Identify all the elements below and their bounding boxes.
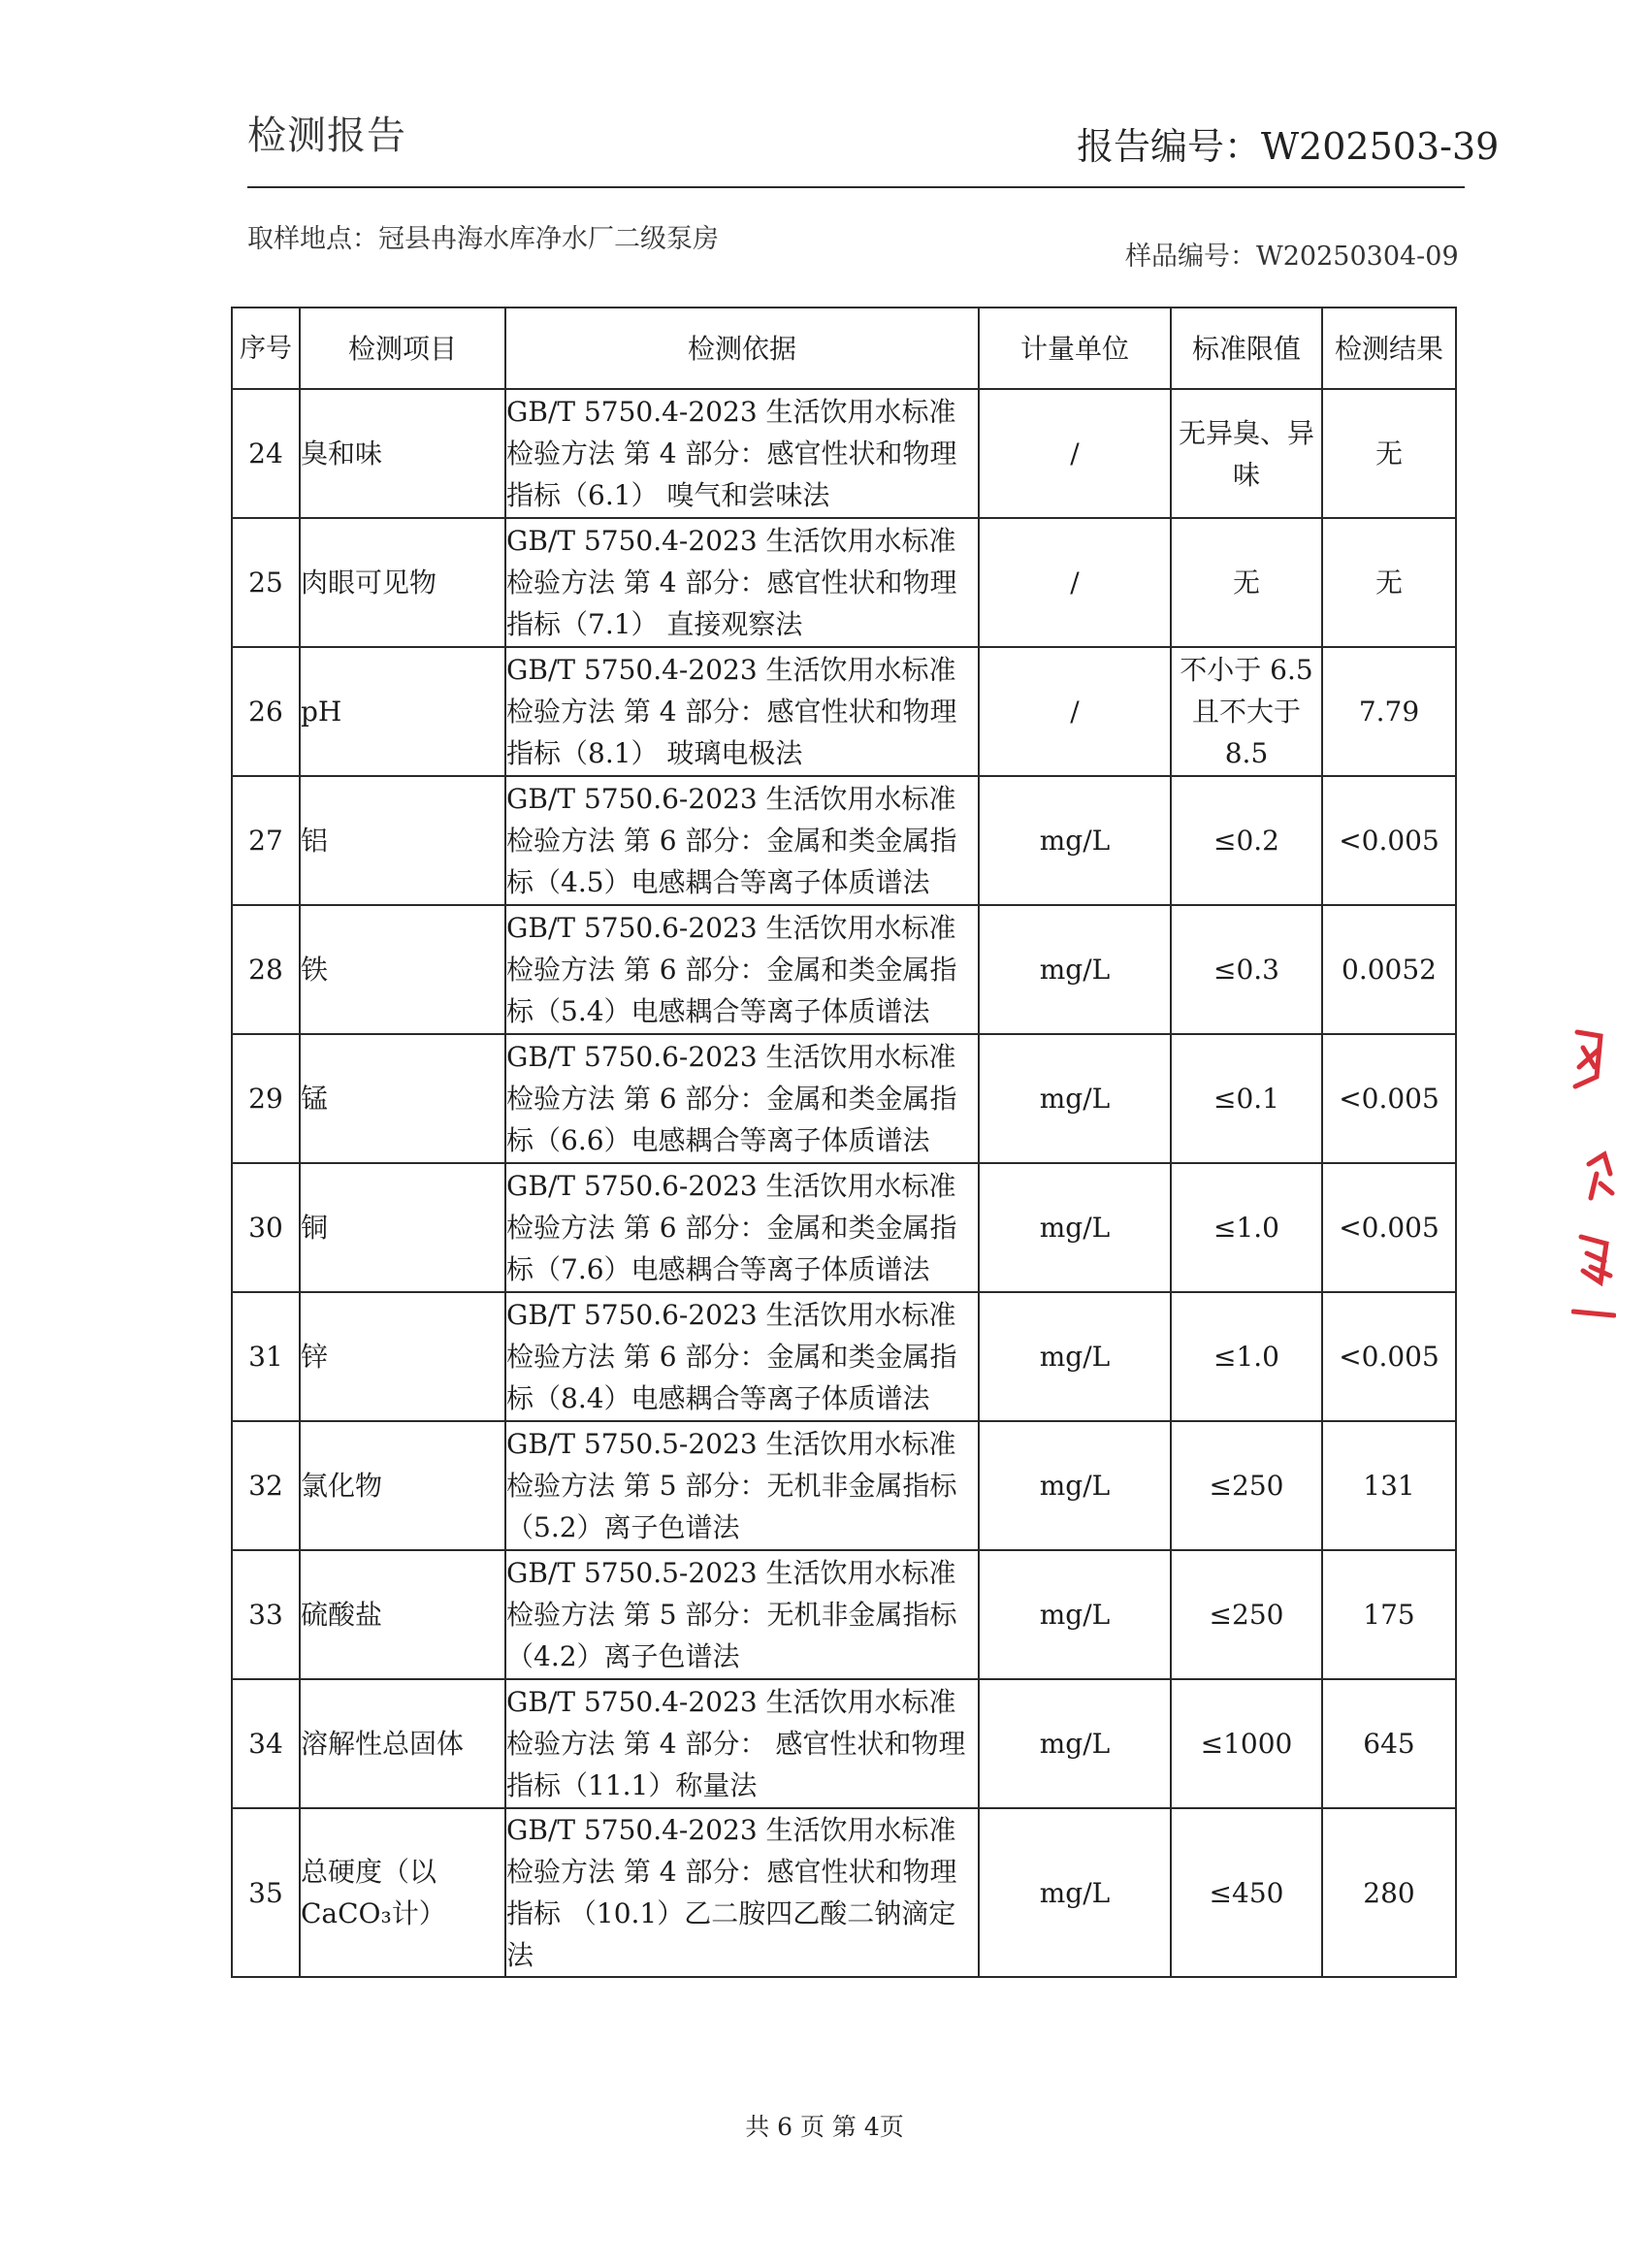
test-method: GB/T 5750.6-2023 生活饮用水标准检验方法 第 6 部分：金属和类金属指标（8.4）电感耦合等离子体质谱法 <box>505 1292 979 1421</box>
table-row <box>232 518 1456 647</box>
unit: mg/L <box>979 905 1171 1034</box>
test-item: 铝 <box>300 776 505 905</box>
row-number: 33 <box>232 1550 300 1679</box>
standard-limit: ≤1000 <box>1171 1679 1322 1808</box>
test-item: 锌 <box>300 1292 505 1421</box>
table-row <box>232 1163 1456 1292</box>
test-method: GB/T 5750.6-2023 生活饮用水标准检验方法 第 6 部分：金属和类金属指标（5.4）电感耦合等离子体质谱法 <box>505 905 979 1034</box>
test-method: GB/T 5750.4-2023 生活饮用水标准检验方法 第 4 部分：感官性状和物理指标（8.1） 玻璃电极法 <box>505 647 979 776</box>
table-row <box>232 1292 1456 1421</box>
test-item: 硫酸盐 <box>300 1550 505 1679</box>
standard-limit: ≤0.2 <box>1171 776 1322 905</box>
test-item: 肉眼可见物 <box>300 518 505 647</box>
column-header-unit: 计量单位 <box>979 308 1171 389</box>
test-method: GB/T 5750.5-2023 生活饮用水标准检验方法 第 5 部分：无机非金属指标（5.2）离子色谱法 <box>505 1421 979 1550</box>
row-number: 29 <box>232 1034 300 1163</box>
standard-limit: ≤0.3 <box>1171 905 1322 1034</box>
row-number: 27 <box>232 776 300 905</box>
standard-limit: ≤0.1 <box>1171 1034 1322 1163</box>
row-number: 32 <box>232 1421 300 1550</box>
test-result: 无 <box>1322 389 1456 518</box>
standard-limit: ≤450 <box>1171 1808 1322 1977</box>
unit: / <box>979 518 1171 647</box>
row-number: 34 <box>232 1679 300 1808</box>
row-number: 25 <box>232 518 300 647</box>
unit: mg/L <box>979 1808 1171 1977</box>
test-item: 锰 <box>300 1034 505 1163</box>
document-title: 检测报告 <box>247 113 406 158</box>
unit: mg/L <box>979 1421 1171 1550</box>
test-result: <0.005 <box>1322 1163 1456 1292</box>
sampling-site: 取样地点：冠县冉海水库净水厂二级泵房 <box>247 224 719 254</box>
table-row <box>232 389 1456 518</box>
unit: mg/L <box>979 1163 1171 1292</box>
column-header-item: 检测项目 <box>300 308 505 389</box>
unit: mg/L <box>979 1292 1171 1421</box>
test-result: 7.79 <box>1322 647 1456 776</box>
header-divider <box>247 186 1465 188</box>
test-result: 645 <box>1322 1679 1456 1808</box>
table-row <box>232 1034 1456 1163</box>
column-header-no: 序号 <box>232 308 300 389</box>
column-header-result: 检测结果 <box>1322 308 1456 389</box>
standard-limit: 无 <box>1171 518 1322 647</box>
row-number: 35 <box>232 1808 300 1977</box>
test-method: GB/T 5750.4-2023 生活饮用水标准检验方法 第 4 部分：感官性状和物理指标（6.1） 嗅气和尝味法 <box>505 389 979 518</box>
row-number: 28 <box>232 905 300 1034</box>
test-method: GB/T 5750.4-2023 生活饮用水标准检验方法 第 4 部分：感官性状和物理指标（7.1） 直接观察法 <box>505 518 979 647</box>
table-row <box>232 905 1456 1034</box>
test-item: 氯化物 <box>300 1421 505 1550</box>
test-item: 臭和味 <box>300 389 505 518</box>
unit: / <box>979 389 1171 518</box>
test-method: GB/T 5750.6-2023 生活饮用水标准检验方法 第 6 部分：金属和类金属指标（4.5）电感耦合等离子体质谱法 <box>505 776 979 905</box>
row-number: 31 <box>232 1292 300 1421</box>
test-item: 总硬度（以CaCO₃计） <box>300 1808 505 1977</box>
test-method: GB/T 5750.6-2023 生活饮用水标准检验方法 第 6 部分：金属和类金属指标（7.6）电感耦合等离子体质谱法 <box>505 1163 979 1292</box>
page-footer: 共 6 页 第 4页 <box>745 2113 904 2141</box>
table-row <box>232 1421 1456 1550</box>
standard-limit: ≤1.0 <box>1171 1292 1322 1421</box>
test-method: GB/T 5750.6-2023 生活饮用水标准检验方法 第 6 部分：金属和类金属指标（6.6）电感耦合等离子体质谱法 <box>505 1034 979 1163</box>
unit: / <box>979 647 1171 776</box>
results-table <box>231 307 1457 1978</box>
test-result: <0.005 <box>1322 1034 1456 1163</box>
standard-limit: ≤250 <box>1171 1421 1322 1550</box>
unit: mg/L <box>979 1034 1171 1163</box>
column-header-limit: 标准限值 <box>1171 308 1322 389</box>
test-result: 131 <box>1322 1421 1456 1550</box>
test-result: <0.005 <box>1322 776 1456 905</box>
test-item: 溶解性总固体 <box>300 1679 505 1808</box>
test-method: GB/T 5750.4-2023 生活饮用水标准检验方法 第 4 部分： 感官性状和物理指标（11.1）称量法 <box>505 1679 979 1808</box>
table-header-row <box>232 308 1456 389</box>
test-result: 280 <box>1322 1808 1456 1977</box>
test-item: 铁 <box>300 905 505 1034</box>
row-number: 30 <box>232 1163 300 1292</box>
unit: mg/L <box>979 776 1171 905</box>
standard-limit: ≤250 <box>1171 1550 1322 1679</box>
standard-limit: 不小于 6.5 且不大于 8.5 <box>1171 647 1322 776</box>
row-number: 24 <box>232 389 300 518</box>
report-number: 报告编号：W202503-39 <box>1077 125 1500 168</box>
test-result: 0.0052 <box>1322 905 1456 1034</box>
table-row <box>232 1679 1456 1808</box>
table-row <box>232 1808 1456 1977</box>
test-result: 无 <box>1322 518 1456 647</box>
column-header-method: 检测依据 <box>505 308 979 389</box>
test-item: 铜 <box>300 1163 505 1292</box>
table-row <box>232 776 1456 905</box>
seal-stamp-fragment <box>1571 1028 1616 1319</box>
test-method: GB/T 5750.5-2023 生活饮用水标准检验方法 第 5 部分：无机非金属指标（4.2）离子色谱法 <box>505 1550 979 1679</box>
sample-number: 样品编号：W20250304-09 <box>1125 242 1459 272</box>
test-item: pH <box>300 647 505 776</box>
unit: mg/L <box>979 1679 1171 1808</box>
table-row <box>232 647 1456 776</box>
unit: mg/L <box>979 1550 1171 1679</box>
row-number: 26 <box>232 647 300 776</box>
test-method: GB/T 5750.4-2023 生活饮用水标准检验方法 第 4 部分：感官性状和物理指标 （10.1）乙二胺四乙酸二钠滴定法 <box>505 1808 979 1977</box>
test-result: <0.005 <box>1322 1292 1456 1421</box>
standard-limit: 无异臭、异味 <box>1171 389 1322 518</box>
standard-limit: ≤1.0 <box>1171 1163 1322 1292</box>
table-row <box>232 1550 1456 1679</box>
test-result: 175 <box>1322 1550 1456 1679</box>
